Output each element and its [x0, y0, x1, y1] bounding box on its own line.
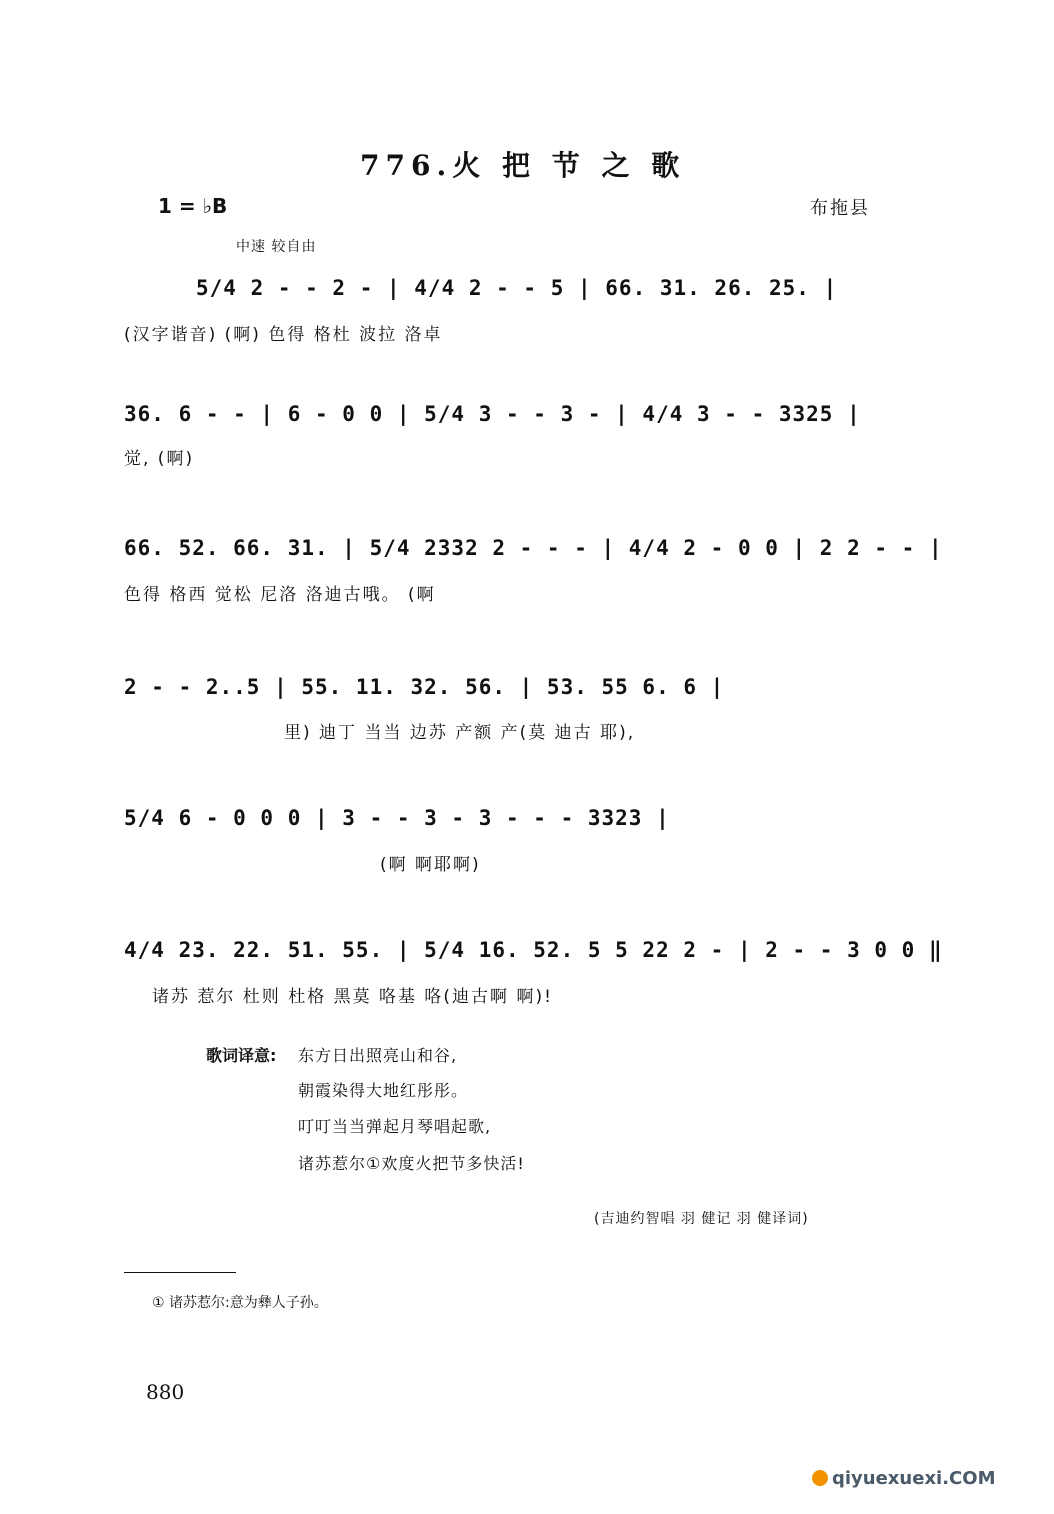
lyric-line: (汉字谐音) (啊) 色得 格杜 波拉 洛卓 [124, 325, 443, 345]
watermark-logo-icon [812, 1470, 828, 1486]
notation-line: 2 - - 2..5 | 55. 11. 32. 56. | 53. 55 6. 6 | [124, 675, 725, 699]
lyric-line: 色得 格西 觉松 尼洛 洛迪古哦。 (啊 [124, 585, 436, 605]
lyric-line: 诸苏 惹尔 杜则 杜格 黑莫 咯基 咯(迪古啊 啊)! [152, 987, 553, 1007]
translation-line: 叮叮当当弹起月琴唱起歌, [298, 1117, 492, 1136]
song-title: 776.火 把 节 之 歌 [360, 149, 686, 182]
notation-line: 36. 6 - - | 6 - 0 0 | 5/4 3 - - 3 - | 4/4 3 - - 3325 | [124, 402, 861, 426]
region-label: 布拖县 [810, 198, 870, 219]
tempo-marking: 中速 较自由 [236, 239, 317, 255]
lyric-line: 觉, (啊) [124, 449, 195, 469]
translation-line: 东方日出照亮山和谷, [298, 1046, 458, 1065]
watermark [812, 1468, 996, 1489]
notation-line: 4/4 23. 22. 51. 55. | 5/4 16. 52. 5 5 22 2 - | 2 - - 3 0 0 ‖ [124, 938, 943, 962]
translation-line: 诸苏惹尔①欢度火把节多快活! [298, 1154, 525, 1173]
translation-line: 朝霞染得大地红彤彤。 [298, 1081, 469, 1100]
notation-line: 5/4 6 - 0 0 0 | 3 - - 3 - 3 - - - 3323 | [124, 806, 670, 830]
page-number: 880 [146, 1380, 185, 1404]
translation-label: 歌词译意: [206, 1046, 277, 1065]
key-signature: 1 = ♭B [158, 194, 228, 218]
watermark-text: qiyuexuexi.COM [832, 1468, 996, 1489]
footnote-divider [124, 1272, 236, 1273]
notation-line: 66. 52. 66. 31. | 5/4 2332 2 - - - | 4/4 2 - 0 0 | 2 2 - - | [124, 536, 943, 560]
lyric-line: 里) 迪丁 当当 边苏 产额 产(莫 迪古 耶), [284, 723, 636, 743]
notation-line: 5/4 2 - - 2 - | 4/4 2 - - 5 | 66. 31. 26. 25. | [196, 276, 838, 300]
credit-line: (吉迪约智唱 羽 健记 羽 健译词) [594, 1211, 809, 1227]
lyric-line: (啊 啊耶啊) [380, 855, 481, 875]
footnote: ① 诸苏惹尔:意为彝人子孙。 [152, 1295, 328, 1311]
